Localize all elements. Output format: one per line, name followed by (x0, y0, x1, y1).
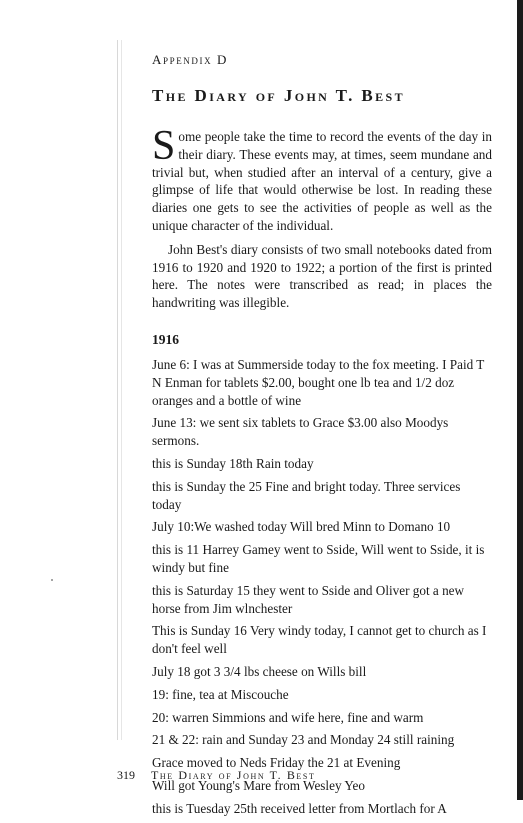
diary-entry: July 10:We washed today Will bred Minn to Domano 10 (152, 519, 451, 535)
page-gutter-line (117, 40, 118, 740)
diary-entry: Grace moved to Neds Friday the 21 at Evening (152, 755, 401, 771)
diary-entry: 21 & 22: rain and Sunday 23 and Monday 24 still raining (152, 732, 455, 748)
page-footer (117, 766, 315, 784)
diary-entry: this is Tuesday 25th received letter from Mortlach for A (152, 800, 447, 816)
diary-entry: July 18 got 3 3/4 lbs cheese on Wills bill (152, 663, 367, 679)
page-content (152, 50, 492, 823)
year-heading: 1916 (152, 331, 179, 347)
diary-entry: This is Sunday 16 Very windy today, I cannot get to church as I don't feel well (152, 623, 487, 657)
diary-entry: June 13: we sent six tablets to Grace $3.00 also Moodys sermons. (152, 415, 449, 449)
page-gutter-line-secondary (121, 40, 122, 740)
scan-edge (517, 0, 523, 800)
diary-entry: this is Sunday 18th Rain today (152, 455, 314, 471)
scan-speck (51, 579, 53, 581)
diary-entry: 20: warren Simmions and wife here, fine and warm (152, 709, 424, 725)
intro-paragraph (152, 123, 492, 235)
diary-entry: this is Sunday the 25 Fine and bright today. Three services today (152, 478, 461, 512)
page-number: 319 (117, 768, 135, 782)
diary-entry: this is Saturday 15 they went to Sside and Oliver got a new horse from Jim wlnchester (152, 582, 465, 616)
diary-entry: this is 11 Harrey Gamey went to Sside, Will went to Sside, it is windy but fine (152, 542, 485, 575)
diary-entries (152, 356, 492, 818)
intro-text: ome people take the time to record the events of the day in their diary. These events may, at times, seem mundane and trivial but, when studied after an interval of a century, give a glimpse of life that would otherwise be lost. In reading these diaries one gets to see the activities of people as well as the unique character of the individual. (152, 129, 492, 233)
running-title: The Diary of John T. Best (151, 768, 316, 782)
diary-entry: Will got Young's Mare from Wesley Yeo (152, 777, 366, 793)
appendix-label: Appendix D (152, 52, 229, 67)
diary-entry: 19: fine, tea at Miscouche (152, 686, 289, 702)
intro-paragraph-2: John Best's diary consists of two small notebooks dated from 1916 to 1920 and 1920 to 1922; a portion of the first is printed here. The notes were transcribed as read; in places the handwriting was illegible. (152, 241, 492, 311)
drop-cap: S (152, 123, 176, 169)
diary-entry: June 6: I was at Summerside today to the fox meeting. I Paid T N Enman for tablets $2.00, bought one lb tea and 1/2 doz oranges and a bottle of wine (152, 356, 485, 408)
page-title: The Diary of John T. Best (152, 86, 405, 105)
